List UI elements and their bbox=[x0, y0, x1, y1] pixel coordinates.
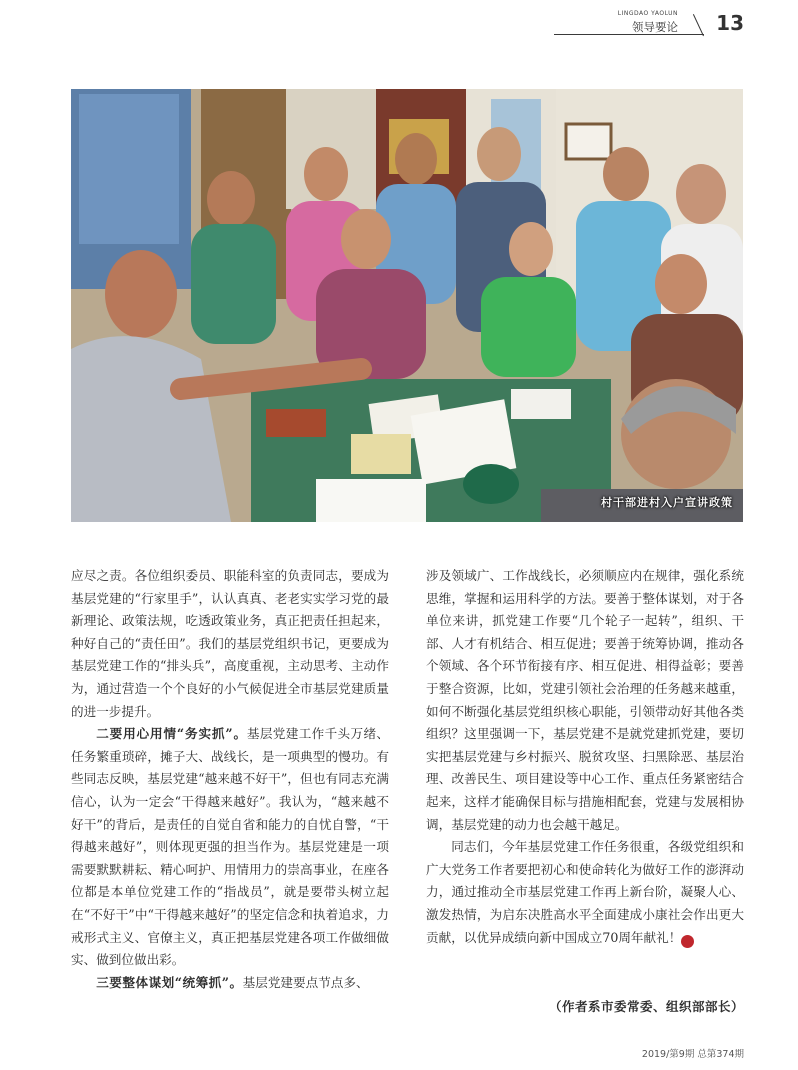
author-signoff: （作者系市委常委、组织部部长） bbox=[548, 999, 744, 1014]
article-photo bbox=[71, 89, 743, 522]
paragraph-practical bbox=[71, 723, 389, 972]
paragraph-conclusion bbox=[426, 836, 744, 949]
left-column bbox=[71, 565, 389, 994]
right-column bbox=[426, 565, 744, 949]
paragraph-responsibility: 应尽之责。各位组织委员、职能科室的负责同志，要成为基层党建的“行家里手”，认认真真、老老实实学习党的最新理论、政策法规，吃透政策业务，真正把责任担起来，种好自己的“责任田”。我们的基层党组织书记，更要成为基层党建工作的“排头兵”，高度重视，主动思考、主动作为，通过营造一个个良好的小气候促进全市基层党建质量的进一步提升。 bbox=[71, 568, 389, 719]
paragraph-conclusion-text: 同志们，今年基层党建工作任务很重，各级党组织和广大党务工作者要把初心和使命转化为做好工作的澎湃动力，通过推动全市基层党建工作再上新台阶，凝聚人心、激发热情，为启东决胜高水平全面建成小康社会作出更大贡献，以优异成绩向新中国成立70周年献礼！ bbox=[426, 839, 744, 945]
section-pinyin: LINGDAO YAOLUN bbox=[617, 10, 678, 17]
page-header bbox=[554, 6, 744, 36]
paragraph-coordination: 涉及领域广、工作战线长，必须顺应内在规律，强化系统思维，掌握和运用科学的方法。要善于整体谋划，对于各单位来讲，抓党建工作要“几个轮子一起转”，组织、干部、人才有机结合、相互促进；要善于统筹协调，推动各个领域、各个环节衔接有序、相互促进、相得益彰；要善于整合资源，比如，党建引领社会治理的任务越来越重，如何不断强化基层党组织核心职能，引领带动好其他各类组织？这里强调一下，基层党建不是就党建抓党建，要切实把基层党建与乡村振兴、脱贫攻坚、扫黑除恶、基层治理、改善民生、项目建设等中心工作、重点任务紧密结合起来，这样才能确保目标与措施相配套，党建与发展相协调，基层党建的动力也会越干越足。 bbox=[426, 568, 744, 832]
end-mark-icon: 党 bbox=[681, 935, 694, 948]
header-rule bbox=[554, 34, 704, 35]
page-number: 13 bbox=[716, 11, 744, 35]
meeting-photo-illustration bbox=[71, 89, 743, 522]
heading-overall: 三要整体谋划“统筹抓”。 bbox=[96, 974, 243, 990]
header-slash bbox=[693, 14, 704, 36]
heading-practical: 二要用心用情“务实抓”。 bbox=[96, 726, 247, 742]
issue-footer: 2019/第9期 总第374期 bbox=[641, 1049, 744, 1060]
paragraph-overall-text: 基层党建要点节点多、 bbox=[242, 974, 369, 990]
paragraph-practical-text: 基层党建工作千头万绪、任务繁重琐碎，摊子大、战线长，是一项典型的慢功。有些同志反映，基层党建“越来越不好干”，但也有同志充满信心，认为一定会“干得越来越好”。我认为，“越来越不好干”的背后，是责任的自觉自省和能力的自忧自警，“干得越来越好”，则体现更强的担当作为。基层党建是一项需要默默耕耘、精心呵护、用情用力的崇高事业，在座各位都是本单位党建工作的“指战员”，就是要带头树立起在“不好干”中“干得越来越好”的坚定信念和执着追求，力戒形式主义、官僚主义，真正把基层党建各项工作做细做实、做到位做出彩。 bbox=[71, 726, 390, 968]
photo-caption: 村干部进村入户宣讲政策 bbox=[601, 496, 733, 509]
paragraph-overall bbox=[71, 972, 389, 995]
section-title: 领导要论 bbox=[632, 20, 678, 34]
